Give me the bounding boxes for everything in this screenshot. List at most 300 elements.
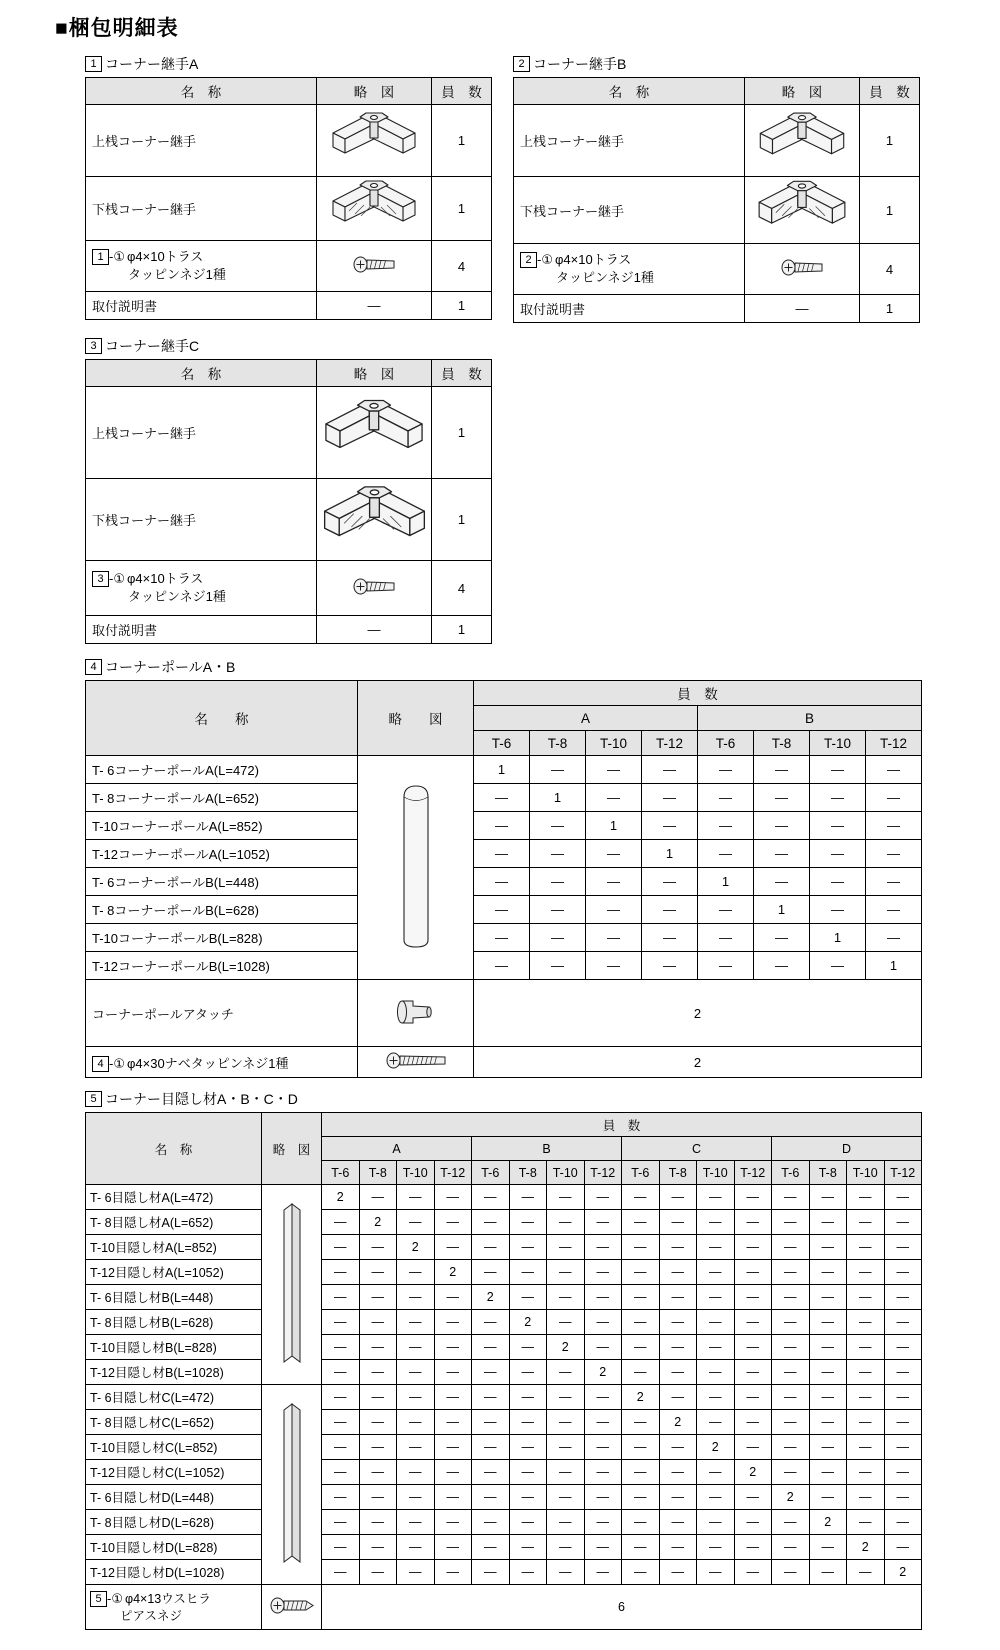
part-name-cell xyxy=(86,241,317,292)
qty-cell: — xyxy=(642,952,698,980)
table-title: コーナーポールA・B xyxy=(105,659,236,675)
diagram-column-header: 略 図 xyxy=(317,78,432,105)
qty-cell: 2 xyxy=(884,1560,922,1585)
qty-cell: — xyxy=(509,1460,547,1485)
qty-cell: — xyxy=(397,1410,435,1435)
qty-cell: — xyxy=(547,1485,585,1510)
qty-cell: — xyxy=(509,1235,547,1260)
qty-cell: — xyxy=(547,1510,585,1535)
qty-cell: — xyxy=(547,1185,585,1210)
part-name: φ4×10トラス xyxy=(126,571,204,587)
qty-cell: — xyxy=(734,1335,772,1360)
qty-column-header: 員 数 xyxy=(474,681,922,706)
qty-cell: 1 xyxy=(754,896,810,924)
qty-cell: — xyxy=(359,1260,397,1285)
part-name: φ4×30ナベタッピンネジ1種 xyxy=(126,1055,289,1071)
table-row xyxy=(514,105,920,177)
qty-cell: — xyxy=(472,1310,510,1335)
qty-cell: — xyxy=(359,1560,397,1585)
qty-cell: — xyxy=(359,1335,397,1360)
diagram-cell: — xyxy=(745,295,860,323)
qty-cell: — xyxy=(547,1410,585,1435)
part-name-cell xyxy=(514,105,745,177)
qty-cell: — xyxy=(584,1260,622,1285)
group-header: D xyxy=(772,1137,922,1161)
qty-cell: 1 xyxy=(810,924,866,952)
part-name-cell xyxy=(514,295,745,323)
qty-cell: — xyxy=(866,756,922,784)
qty-cell: — xyxy=(547,1435,585,1460)
qty-cell: — xyxy=(809,1535,847,1560)
part-name-line2: タッピンネジ1種 xyxy=(128,267,226,282)
qty-cell: — xyxy=(472,1260,510,1285)
qty-cell: — xyxy=(697,1560,735,1585)
qty-cell: — xyxy=(322,1410,360,1435)
table-row xyxy=(86,616,492,644)
qty-cell: — xyxy=(642,756,698,784)
qty-cell: — xyxy=(509,1485,547,1510)
diagram-cell xyxy=(745,244,860,295)
table-row xyxy=(514,244,920,295)
table-caption xyxy=(85,657,921,677)
table-row xyxy=(86,177,492,241)
qty-cell: — xyxy=(547,1535,585,1560)
table-row xyxy=(86,1047,922,1078)
table-row xyxy=(514,295,920,323)
part-name-cell xyxy=(514,244,745,295)
size-header: T-8 xyxy=(509,1161,547,1185)
part-name-cell: T-12目隠し材C(L=1052) xyxy=(86,1460,262,1485)
qty-cell: 2 xyxy=(434,1260,472,1285)
qty-cell: — xyxy=(584,1410,622,1435)
part-name: φ4×10トラス xyxy=(554,252,632,268)
parts-table xyxy=(85,77,492,320)
qty-cell: — xyxy=(847,1335,885,1360)
diagram-cell xyxy=(358,1047,474,1078)
qty-cell: — xyxy=(472,1460,510,1485)
part-name-cell: T-12目隠し材A(L=1052) xyxy=(86,1260,262,1285)
qty-cell: — xyxy=(847,1560,885,1585)
qty-cell: — xyxy=(772,1410,810,1435)
qty-cell: — xyxy=(397,1260,435,1285)
name-column-header: 名 称 xyxy=(86,360,317,387)
qty-cell: — xyxy=(322,1285,360,1310)
qty-cell: 1 xyxy=(432,387,492,479)
qty-cell: — xyxy=(586,868,642,896)
qty-cell: — xyxy=(698,756,754,784)
qty-cell: — xyxy=(884,1385,922,1410)
part-name-cell xyxy=(86,387,317,479)
qty-cell: 2 xyxy=(622,1385,660,1410)
qty-cell: — xyxy=(734,1260,772,1285)
diagram-cell xyxy=(317,105,432,177)
qty-cell: — xyxy=(584,1535,622,1560)
qty-cell: — xyxy=(847,1360,885,1385)
item-number-box: 3 xyxy=(92,571,109,587)
qty-cell: — xyxy=(584,1235,622,1260)
table-row xyxy=(86,840,922,868)
group-header: B xyxy=(698,706,922,731)
qty-cell: — xyxy=(622,1460,660,1485)
qty-cell: — xyxy=(810,812,866,840)
part-name-cell: T- 8目隠し材B(L=628) xyxy=(86,1310,262,1335)
part-name-cell: T- 8目隠し材A(L=652) xyxy=(86,1210,262,1235)
size-header: T-6 xyxy=(322,1161,360,1185)
name-column-header: 名 称 xyxy=(86,1113,262,1185)
size-header: T-10 xyxy=(397,1161,435,1185)
part-name-cell: T-12目隠し材B(L=1028) xyxy=(86,1360,262,1385)
qty-cell: — xyxy=(359,1410,397,1435)
size-header: T-8 xyxy=(659,1161,697,1185)
table-row xyxy=(86,1310,922,1335)
qty-cell: — xyxy=(884,1485,922,1510)
qty-cell: — xyxy=(847,1285,885,1310)
qty-cell: — xyxy=(659,1260,697,1285)
qty-cell: — xyxy=(472,1360,510,1385)
qty-cell: — xyxy=(586,756,642,784)
qty-cell: — xyxy=(359,1535,397,1560)
qty-cell: — xyxy=(397,1385,435,1410)
qty-cell: — xyxy=(397,1335,435,1360)
size-header: T-12 xyxy=(866,731,922,756)
qty-cell: — xyxy=(642,924,698,952)
qty-cell: — xyxy=(622,1260,660,1285)
qty-cell: — xyxy=(772,1360,810,1385)
part-name-cell: T-10目隠し材A(L=852) xyxy=(86,1235,262,1260)
qty-cell: — xyxy=(659,1335,697,1360)
table-row xyxy=(86,924,922,952)
qty-cell: — xyxy=(884,1285,922,1310)
table-row xyxy=(86,1410,922,1435)
qty-cell: — xyxy=(754,784,810,812)
qty-cell: — xyxy=(509,1410,547,1435)
qty-cell: 1 xyxy=(432,105,492,177)
part-name-cell: T-12コーナーポールA(L=1052) xyxy=(86,840,358,868)
group-header: B xyxy=(472,1137,622,1161)
size-header: T-10 xyxy=(547,1161,585,1185)
upper-joint-c-icon xyxy=(322,397,426,468)
qty-cell: — xyxy=(434,1335,472,1360)
qty-cell: — xyxy=(734,1435,772,1460)
qty-column-header: 員 数 xyxy=(432,360,492,387)
qty-cell: — xyxy=(772,1310,810,1335)
part-name-cell: T-10目隠し材C(L=852) xyxy=(86,1435,262,1460)
part-name-cell: コーナーポールアタッチ xyxy=(86,980,358,1047)
part-name: 下桟コーナー継手 xyxy=(92,513,197,528)
qty-cell: — xyxy=(884,1310,922,1335)
part-name: 上桟コーナー継手 xyxy=(92,134,197,149)
qty-cell: — xyxy=(772,1335,810,1360)
upper-joint-icon xyxy=(330,110,418,171)
qty-cell: — xyxy=(754,840,810,868)
part-name-cell: T-10目隠し材D(L=828) xyxy=(86,1535,262,1560)
diagram-cell xyxy=(317,561,432,616)
qty-cell: — xyxy=(847,1410,885,1435)
part-name-cell: T- 8コーナーポールB(L=628) xyxy=(86,896,358,924)
size-header: T-6 xyxy=(772,1161,810,1185)
qty-cell: 2 xyxy=(474,980,922,1047)
qty-cell: — xyxy=(397,1560,435,1585)
qty-cell: — xyxy=(530,924,586,952)
qty-cell: — xyxy=(884,1535,922,1560)
qty-cell: — xyxy=(472,1535,510,1560)
table-row xyxy=(86,1335,922,1360)
table-number-box: 4 xyxy=(85,659,102,675)
qty-cell: — xyxy=(772,1535,810,1560)
qty-cell: — xyxy=(586,840,642,868)
qty-cell: — xyxy=(697,1235,735,1260)
blind-material-table xyxy=(85,1112,922,1630)
qty-cell: — xyxy=(397,1285,435,1310)
qty-cell: — xyxy=(322,1460,360,1485)
qty-cell: 2 xyxy=(734,1460,772,1485)
table-row xyxy=(86,1460,922,1485)
qty-cell: — xyxy=(659,1535,697,1560)
item-number-box: 5 xyxy=(90,1591,107,1607)
qty-cell: — xyxy=(659,1510,697,1535)
qty-cell: — xyxy=(530,840,586,868)
table-row xyxy=(86,980,922,1047)
lower-joint-icon xyxy=(330,178,418,239)
qty-cell: — xyxy=(697,1310,735,1335)
table-row xyxy=(86,387,492,479)
table-caption xyxy=(85,1089,921,1109)
qty-cell: — xyxy=(434,1435,472,1460)
name-column-header: 名 称 xyxy=(86,681,358,756)
qty-cell: — xyxy=(772,1210,810,1235)
qty-cell: — xyxy=(809,1385,847,1410)
qty-cell: — xyxy=(509,1385,547,1410)
qty-cell: — xyxy=(734,1410,772,1435)
qty-cell: — xyxy=(622,1360,660,1385)
qty-cell: — xyxy=(809,1335,847,1360)
qty-cell: — xyxy=(434,1535,472,1560)
qty-cell: — xyxy=(622,1285,660,1310)
qty-cell: — xyxy=(847,1485,885,1510)
qty-cell: — xyxy=(659,1360,697,1385)
table-row xyxy=(86,1235,922,1260)
part-name: 取付説明書 xyxy=(92,623,158,638)
qty-cell: — xyxy=(810,784,866,812)
table-row xyxy=(86,1510,922,1535)
part-name-cell xyxy=(514,177,745,244)
qty-cell: — xyxy=(810,896,866,924)
table-row xyxy=(86,1360,922,1385)
part-name-cell: T- 8コーナーポールA(L=652) xyxy=(86,784,358,812)
size-header: T-12 xyxy=(642,731,698,756)
qty-cell: — xyxy=(734,1235,772,1260)
table-caption xyxy=(85,54,492,74)
pan-screw-icon xyxy=(385,1051,447,1073)
qty-cell: — xyxy=(530,812,586,840)
size-header: T-12 xyxy=(584,1161,622,1185)
table-row xyxy=(86,1535,922,1560)
name-column-header: 名 称 xyxy=(514,78,745,105)
part-name-cell: T-10コーナーポールA(L=852) xyxy=(86,812,358,840)
qty-cell: — xyxy=(734,1385,772,1410)
part-name-line2: ピアスネジ xyxy=(120,1608,183,1623)
qty-cell: — xyxy=(697,1260,735,1285)
size-header: T-10 xyxy=(697,1161,735,1185)
qty-cell: — xyxy=(472,1485,510,1510)
qty-cell: — xyxy=(697,1535,735,1560)
qty-cell: — xyxy=(697,1185,735,1210)
table-row xyxy=(86,561,492,616)
qty-cell: — xyxy=(474,812,530,840)
qty-cell: — xyxy=(697,1385,735,1410)
qty-cell: — xyxy=(509,1360,547,1385)
qty-cell: — xyxy=(697,1210,735,1235)
diagram-cell xyxy=(262,1385,322,1585)
qty-cell: — xyxy=(884,1260,922,1285)
qty-cell: — xyxy=(622,1560,660,1585)
qty-cell: — xyxy=(884,1435,922,1460)
qty-cell: — xyxy=(434,1485,472,1510)
qty-cell: 1 xyxy=(432,292,492,320)
qty-cell: 1 xyxy=(474,756,530,784)
qty-cell: — xyxy=(547,1285,585,1310)
table-row xyxy=(86,1260,922,1285)
qty-cell: — xyxy=(847,1310,885,1335)
qty-cell: — xyxy=(884,1410,922,1435)
qty-cell: — xyxy=(847,1510,885,1535)
corner-joint-a-table-block xyxy=(85,54,492,320)
qty-cell: — xyxy=(884,1185,922,1210)
qty-cell: 2 xyxy=(659,1410,697,1435)
qty-cell: — xyxy=(659,1235,697,1260)
item-subnumber: -① xyxy=(537,252,553,268)
qty-cell: — xyxy=(397,1510,435,1535)
qty-cell: — xyxy=(474,952,530,980)
qty-cell: — xyxy=(754,812,810,840)
table-title: コーナー目隠し材A・B・C・D xyxy=(105,1091,298,1107)
qty-cell: — xyxy=(810,840,866,868)
corner-pole-table xyxy=(85,680,922,1078)
truss-screw-icon xyxy=(780,258,824,280)
part-name: 取付説明書 xyxy=(92,299,158,314)
qty-cell: 2 xyxy=(474,1047,922,1078)
qty-cell: — xyxy=(509,1185,547,1210)
qty-cell: — xyxy=(866,784,922,812)
table-row xyxy=(86,784,922,812)
qty-cell: — xyxy=(734,1285,772,1310)
diagram-cell xyxy=(317,177,432,241)
size-header: T-6 xyxy=(474,731,530,756)
qty-cell: — xyxy=(884,1460,922,1485)
part-name: φ4×13ウスヒラ xyxy=(124,1591,211,1606)
qty-cell: — xyxy=(734,1535,772,1560)
qty-cell: — xyxy=(754,924,810,952)
qty-cell: 1 xyxy=(432,177,492,241)
qty-cell: — xyxy=(397,1210,435,1235)
qty-cell: — xyxy=(397,1310,435,1335)
qty-cell: — xyxy=(772,1285,810,1310)
qty-cell: — xyxy=(847,1235,885,1260)
qty-cell: — xyxy=(847,1460,885,1485)
qty-cell: — xyxy=(509,1260,547,1285)
qty-cell: — xyxy=(434,1235,472,1260)
qty-cell: — xyxy=(809,1310,847,1335)
table-number-box: 5 xyxy=(85,1091,102,1107)
table-row xyxy=(86,1185,922,1210)
part-name-cell: T- 6コーナーポールB(L=448) xyxy=(86,868,358,896)
qty-cell: — xyxy=(584,1560,622,1585)
qty-cell: — xyxy=(622,1410,660,1435)
part-name-cell: T- 6目隠し材B(L=448) xyxy=(86,1285,262,1310)
item-number-box: 4 xyxy=(92,1056,109,1072)
diagram-cell: — xyxy=(317,292,432,320)
table-row xyxy=(86,756,922,784)
size-header: T-8 xyxy=(754,731,810,756)
qty-cell: — xyxy=(754,756,810,784)
qty-cell: — xyxy=(322,1510,360,1535)
qty-cell: 1 xyxy=(866,952,922,980)
qty-cell: — xyxy=(584,1285,622,1310)
qty-cell: — xyxy=(584,1310,622,1335)
size-header: T-12 xyxy=(884,1161,922,1185)
qty-cell: — xyxy=(434,1310,472,1335)
qty-cell: — xyxy=(359,1360,397,1385)
qty-cell: — xyxy=(547,1235,585,1260)
qty-cell: — xyxy=(584,1510,622,1535)
qty-cell: — xyxy=(772,1560,810,1585)
qty-cell: — xyxy=(622,1210,660,1235)
part-name-cell xyxy=(86,1047,358,1078)
part-name-cell xyxy=(86,479,317,561)
qty-cell: — xyxy=(734,1510,772,1535)
qty-column-header: 員 数 xyxy=(860,78,920,105)
qty-cell: — xyxy=(530,952,586,980)
qty-cell: — xyxy=(809,1410,847,1435)
qty-cell: — xyxy=(698,784,754,812)
table-caption xyxy=(513,54,920,74)
qty-cell: — xyxy=(884,1360,922,1385)
truss-screw-icon xyxy=(352,255,396,277)
qty-cell: — xyxy=(322,1385,360,1410)
part-name-cell: T- 6目隠し材C(L=472) xyxy=(86,1385,262,1410)
qty-cell: — xyxy=(586,952,642,980)
qty-cell: 1 xyxy=(860,177,920,244)
item-subnumber: -① xyxy=(107,1590,123,1606)
table-row xyxy=(86,1560,922,1585)
qty-cell: 6 xyxy=(322,1585,922,1630)
qty-cell: — xyxy=(809,1560,847,1585)
table-row xyxy=(86,812,922,840)
diagram-cell xyxy=(317,241,432,292)
qty-cell: — xyxy=(472,1410,510,1435)
qty-cell: — xyxy=(622,1510,660,1535)
qty-cell: — xyxy=(434,1360,472,1385)
table-row xyxy=(86,1385,922,1410)
qty-cell: — xyxy=(472,1435,510,1460)
qty-cell: — xyxy=(474,840,530,868)
qty-cell: — xyxy=(847,1185,885,1210)
qty-cell: — xyxy=(397,1435,435,1460)
qty-cell: — xyxy=(884,1335,922,1360)
qty-cell: — xyxy=(509,1535,547,1560)
qty-cell: — xyxy=(772,1460,810,1485)
parts-table xyxy=(85,359,492,644)
qty-cell: — xyxy=(659,1285,697,1310)
qty-cell: 2 xyxy=(809,1510,847,1535)
qty-cell: — xyxy=(847,1260,885,1285)
table-number-box: 2 xyxy=(513,56,530,72)
qty-cell: — xyxy=(698,952,754,980)
qty-cell: — xyxy=(584,1335,622,1360)
qty-cell: — xyxy=(586,784,642,812)
qty-cell: — xyxy=(622,1435,660,1460)
qty-cell: — xyxy=(772,1260,810,1285)
